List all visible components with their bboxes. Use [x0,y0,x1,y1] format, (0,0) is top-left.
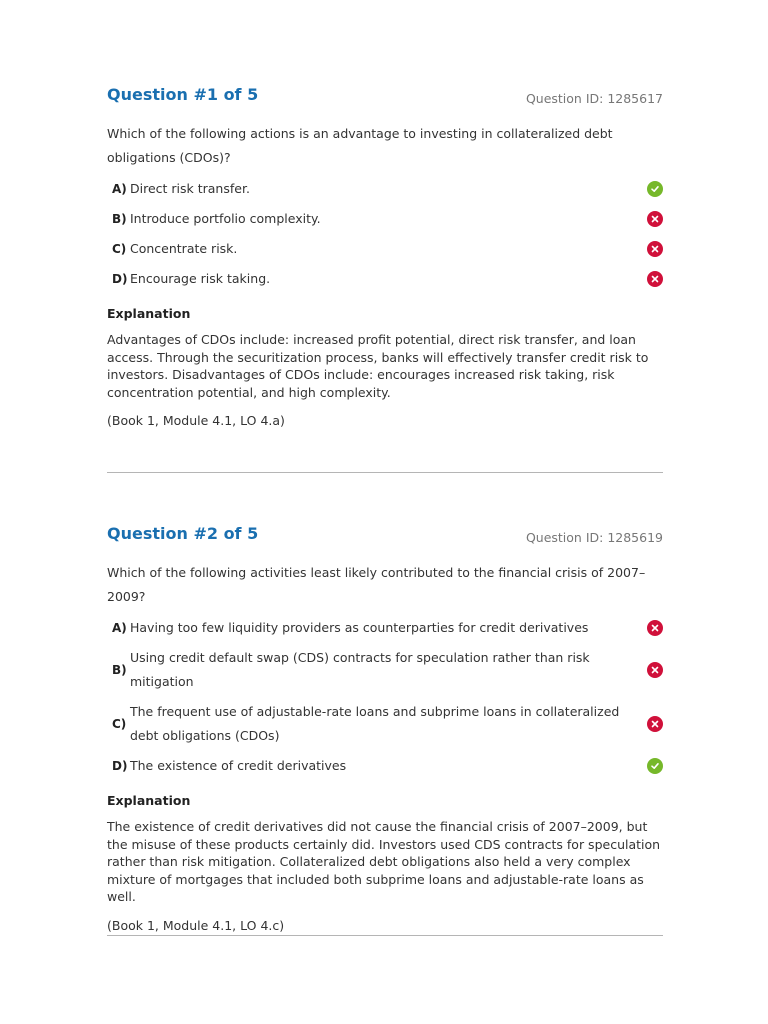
option-d[interactable] [107,264,663,294]
divider [107,472,663,473]
divider [107,935,663,936]
option-text: The frequent use of adjustable-rate loans and subprime loans in collateralized debt obligations (CDOs) [130,704,620,743]
question-title: Question #2 of 5 [107,524,259,543]
option-b[interactable] [107,204,663,234]
option-letter: C) [112,242,127,256]
question-title: Question #1 of 5 [107,85,259,104]
option-text: The existence of credit derivatives [130,758,347,773]
option-c[interactable] [107,234,663,264]
reference-text: (Book 1, Module 4.1, LO 4.a) [107,413,285,428]
x-circle-icon [647,211,663,227]
explanation-title: Explanation [107,793,191,808]
option-c[interactable] [107,697,663,751]
x-circle-icon [647,241,663,257]
option-text: Using credit default swap (CDS) contracts for speculation rather than risk mitigation [130,650,590,689]
reference-text: (Book 1, Module 4.1, LO 4.c) [107,917,285,933]
question-header [107,524,663,550]
explanation-title: Explanation [107,306,191,321]
option-letter: A) [112,182,127,196]
answer-options [107,174,663,294]
question-id: Question ID: 1285619 [525,530,663,545]
question-id: Question ID: 1285617 [525,91,663,106]
option-text: Having too few liquidity providers as counterparties for credit derivatives [130,620,589,635]
question-text: Which of the following activities least likely contributed to the financial crisis of 2007–2009? [107,565,646,604]
option-text: Encourage risk taking. [130,271,271,286]
question-text: Which of the following actions is an advantage to investing in collateralized debt obligations (CDOs)? [107,126,613,165]
check-circle-icon [647,181,663,197]
x-circle-icon [647,716,663,732]
option-letter: B) [112,212,127,226]
option-letter: C) [112,717,127,731]
explanation-text: Advantages of CDOs include: increased profit potential, direct risk transfer, and loan access. Through the securitization process, banks will effectively transfer credit risk to investors. Disadvantages of CDOs include: encourages increased risk taking, risk concentration potential, and high complexity. [107,332,649,400]
answer-options [107,613,663,781]
option-a[interactable] [107,613,663,643]
option-letter: B) [112,663,127,677]
x-circle-icon [647,620,663,636]
option-b[interactable] [107,643,663,697]
option-text: Introduce portfolio complexity. [130,211,321,226]
explanation-text: The existence of credit derivatives did not cause the financial crisis of 2007–2009, but the misuse of these products certainly did. Investors used CDS contracts for speculation rather than risk mitigation. Collateralized debt obligations also held a very complex mixture of mortgages that included both subprime loans and adjustable-rate loans as well. [107,819,661,904]
option-d[interactable] [107,751,663,781]
question-1 [107,85,663,430]
check-circle-icon [647,758,663,774]
option-letter: D) [112,759,128,773]
question-header [107,85,663,111]
option-text: Concentrate risk. [130,241,238,256]
option-letter: A) [112,621,127,635]
question-2 [107,524,663,934]
option-letter: D) [112,272,128,286]
option-a[interactable] [107,174,663,204]
x-circle-icon [647,662,663,678]
x-circle-icon [647,271,663,287]
option-text: Direct risk transfer. [130,181,250,196]
